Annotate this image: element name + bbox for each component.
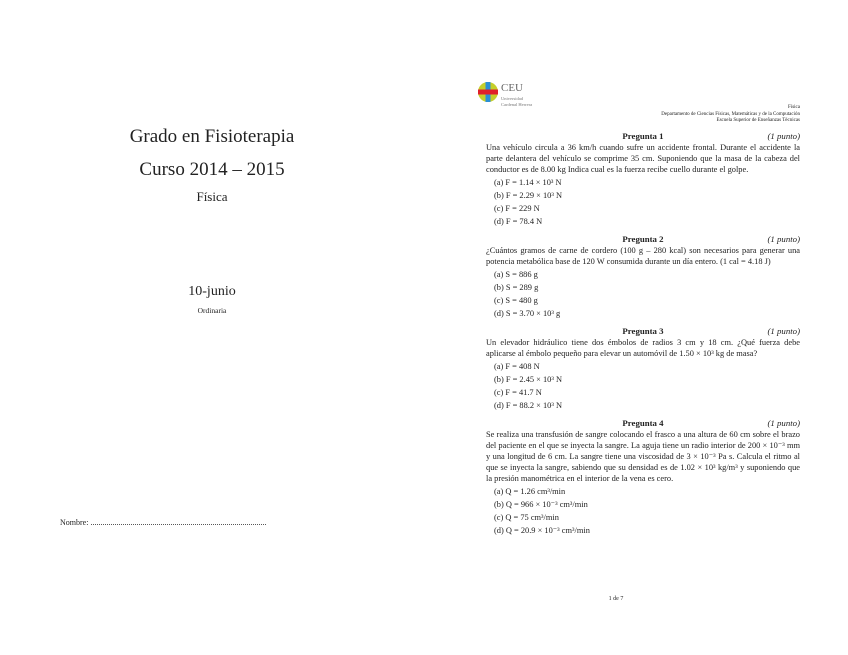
header-line: Departamento de Ciencias Físicas, Matemáticas y de la Computación	[661, 111, 800, 117]
option: (b) F = 2.45 × 10³ N	[494, 375, 563, 384]
question-points: (1 punto)	[767, 418, 800, 428]
option: (a) Q = 1.26 cm³/min	[494, 487, 566, 496]
page-number: 1 de 7	[608, 596, 624, 602]
option: (c) Q = 75 cm³/min	[494, 513, 559, 522]
logo-text: CEU	[501, 82, 523, 94]
option: (b) S = 289 g	[494, 283, 539, 292]
option: (c) F = 41.7 N	[494, 388, 542, 397]
option: (a) S = 886 g	[494, 270, 538, 279]
logo-sub1: Universidad	[501, 96, 523, 101]
header-line: Escuela Superior de Enseñanzas Técnicas	[716, 118, 800, 123]
question-1	[486, 130, 800, 227]
option: (d) F = 88.2 × 10³ N	[494, 401, 563, 410]
question-text: ¿Cuántos gramos de carne de cordero (100 g – 280 kcal) son necesarios para generar una potencia metabólica base de 120 W consumida durante un día entero. (1 cal = 4.18 J)	[486, 246, 800, 266]
question-2	[486, 233, 800, 319]
exam-session: Ordinaria	[197, 306, 227, 315]
name-field[interactable]: Nombre: ........................................................................................	[60, 518, 267, 527]
question-text: Una vehículo circula a 36 km/h cuando sufre un accidente frontal. Durante el accidente la parte delantera del vehículo se comprime 35 cm. Suponiendo que la masa de la cabeza del conductor es de 8.00 kg Indica cual es la fuerza recibe cuello durante el golpe.	[486, 143, 800, 174]
question-3	[486, 325, 800, 411]
ceu-logo-icon	[478, 82, 498, 102]
option: (d) Q = 20.9 × 10⁻³ cm³/min	[494, 526, 590, 535]
question-points: (1 punto)	[767, 326, 800, 336]
question-title: Pregunta 3	[622, 326, 664, 336]
question-text: Un elevador hidráulico tiene dos émbolos de radios 3 cm y 18 cm. ¿Qué fuerza debe aplicarse al émbolo pequeño para elevar un automóvil de 1.50 × 10³ kg de masa?	[486, 338, 800, 358]
subject: Física	[196, 189, 228, 204]
page-header	[661, 105, 800, 125]
question-title: Pregunta 1	[622, 131, 664, 141]
logo-sub2: Cardenal Herrera	[501, 102, 533, 107]
question-title: Pregunta 2	[622, 234, 664, 244]
option: (d) S = 3.70 × 10³ g	[494, 309, 561, 318]
option: (b) F = 2.29 × 10³ N	[494, 191, 563, 200]
question-points: (1 punto)	[767, 131, 800, 141]
course-title: Curso 2014 – 2015	[139, 159, 285, 180]
degree-title: Grado en Fisioterapia	[129, 126, 295, 147]
option: (a) F = 1.14 × 10³ N	[494, 178, 562, 187]
option: (c) F = 229 N	[494, 204, 540, 213]
option: (a) F = 408 N	[494, 362, 540, 371]
option: (c) S = 480 g	[494, 296, 538, 305]
exam-date: 10-junio	[188, 284, 236, 299]
question-title: Pregunta 4	[622, 418, 664, 428]
question-4	[486, 417, 800, 536]
questions-column	[486, 130, 800, 542]
question-points: (1 punto)	[767, 234, 800, 244]
header-line: Física	[788, 105, 800, 110]
option: (d) F = 78.4 N	[494, 217, 543, 226]
option: (b) Q = 966 × 10⁻³ cm³/min	[494, 500, 588, 509]
question-text: Se realiza una transfusión de sangre colocando el frasco a una altura de 60 cm sobre el brazo del paciente en el que se inyecta la sangre. La aguja tiene un radio interior de 200 × 10⁻³ mm y una longitud de 6 cm. La sangre tiene una viscosidad de 3 × 10⁻³ Pa s. Calcula el ritmo al que se inyecta la sangre, sabiendo que su densidad es de 1.02 × 10³ kg/m³ y suponiendo que la presión manométrica en el interior de la vena es cero.	[486, 430, 800, 483]
